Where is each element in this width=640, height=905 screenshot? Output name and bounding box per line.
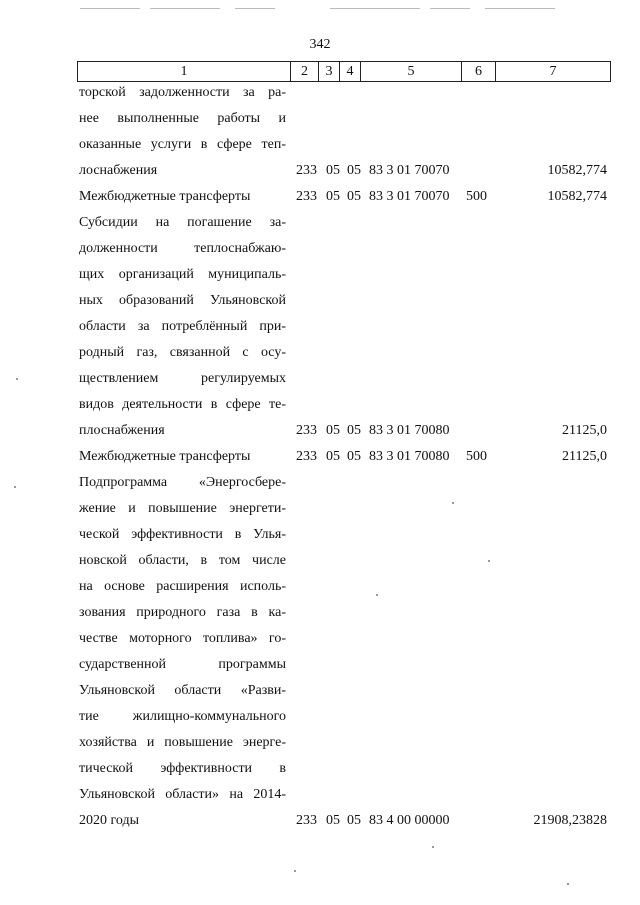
table-header [77, 61, 611, 82]
description-line: на основе расширения исполь- [79, 579, 286, 594]
description-line: торской задолженности за ра- [79, 85, 286, 100]
target-article-code: 83 3 01 70070 [369, 163, 450, 178]
amount-value: 10582,774 [547, 163, 607, 178]
row-description [79, 210, 286, 444]
description-line: зования природного газа в ка- [79, 605, 286, 620]
header-col-5: 5 [361, 62, 462, 81]
scan-speck [488, 560, 490, 562]
description-line: ных образований Ульяновской [79, 293, 286, 308]
description-line: тической эффективности в [79, 761, 286, 776]
subsection-code: 05 [347, 189, 361, 204]
scan-speck [432, 846, 434, 848]
ministry-code: 233 [296, 449, 317, 464]
amount-value: 21908,23828 [533, 813, 607, 828]
subsection-code: 05 [347, 813, 361, 828]
description-line: ществлением регулируемых [79, 371, 286, 386]
subsection-code: 05 [347, 423, 361, 438]
description-line: хозяйства и повышение энерге- [79, 735, 286, 750]
description-line: тие жилищно-коммунального [79, 709, 286, 724]
amount-value: 21125,0 [562, 423, 607, 438]
description-line: 2020 годы [79, 813, 140, 828]
description-line: видов деятельности в сфере те- [79, 397, 286, 412]
ministry-code: 233 [296, 423, 317, 438]
description-line: родный газ, связанной с осу- [79, 345, 286, 360]
ministry-code: 233 [296, 813, 317, 828]
ministry-code: 233 [296, 163, 317, 178]
description-line: плоснабжения [79, 423, 165, 438]
description-line: нее выполненные работы и [79, 111, 286, 126]
scan-speck [452, 502, 454, 504]
description-line: Ульяновской области «Разви- [79, 683, 286, 698]
description-line: сударственной программы [79, 657, 286, 672]
scan-speck [567, 883, 569, 885]
ministry-code: 233 [296, 189, 317, 204]
description-line: честве моторного топлива» го- [79, 631, 286, 646]
expense-type-code: 500 [466, 189, 487, 204]
description-line: Ульяновской области» на 2014- [79, 787, 286, 802]
description-line: Субсидии на погашение за- [79, 215, 286, 230]
row-description [79, 470, 286, 834]
scan-artifact-line [150, 8, 220, 9]
description-line: оказанные услуги в сфере теп- [79, 137, 286, 152]
target-article-code: 83 3 01 70070 [369, 189, 450, 204]
header-col-1: 1 [78, 62, 291, 81]
header-col-3: 3 [319, 62, 340, 81]
expense-type-code: 500 [466, 449, 487, 464]
header-col-6: 6 [462, 62, 496, 81]
page-number: 342 [309, 37, 331, 52]
scan-speck [16, 378, 18, 380]
row-description [79, 184, 286, 210]
description-line: новской области, в том числе [79, 553, 286, 568]
header-col-4: 4 [340, 62, 361, 81]
amount-value: 21125,0 [562, 449, 607, 464]
header-col-2: 2 [291, 62, 319, 81]
description-line: долженности теплоснабжаю- [79, 241, 286, 256]
description-line: щих организаций муниципаль- [79, 267, 286, 282]
section-code: 05 [326, 449, 340, 464]
scan-artifact-line [330, 8, 420, 9]
row-description [79, 444, 286, 470]
description-line: лоснабжения [79, 163, 158, 178]
description-line: Межбюджетные трансферты [79, 189, 251, 204]
section-code: 05 [326, 163, 340, 178]
section-code: 05 [326, 189, 340, 204]
header-col-7: 7 [549, 64, 557, 79]
description-line: Подпрограмма «Энергосбере- [79, 475, 286, 490]
description-line: Межбюджетные трансферты [79, 449, 251, 464]
subsection-code: 05 [347, 449, 361, 464]
amount-value: 10582,774 [547, 189, 607, 204]
scan-artifact-line [485, 8, 555, 9]
scan-artifact-line [430, 8, 470, 9]
target-article-code: 83 4 00 00000 [369, 813, 450, 828]
section-code: 05 [326, 423, 340, 438]
target-article-code: 83 3 01 70080 [369, 449, 450, 464]
section-code: 05 [326, 813, 340, 828]
scan-artifact-line [235, 8, 275, 9]
description-line: ческой эффективности в Улья- [79, 527, 286, 542]
description-line: области за потреблённый при- [79, 319, 286, 334]
row-description [79, 80, 286, 184]
scan-speck [14, 486, 16, 488]
scan-artifact-line [80, 8, 140, 9]
description-line: жение и повышение энергети- [79, 501, 286, 516]
subsection-code: 05 [347, 163, 361, 178]
target-article-code: 83 3 01 70080 [369, 423, 450, 438]
scan-speck [376, 594, 378, 596]
scan-speck [294, 870, 296, 872]
